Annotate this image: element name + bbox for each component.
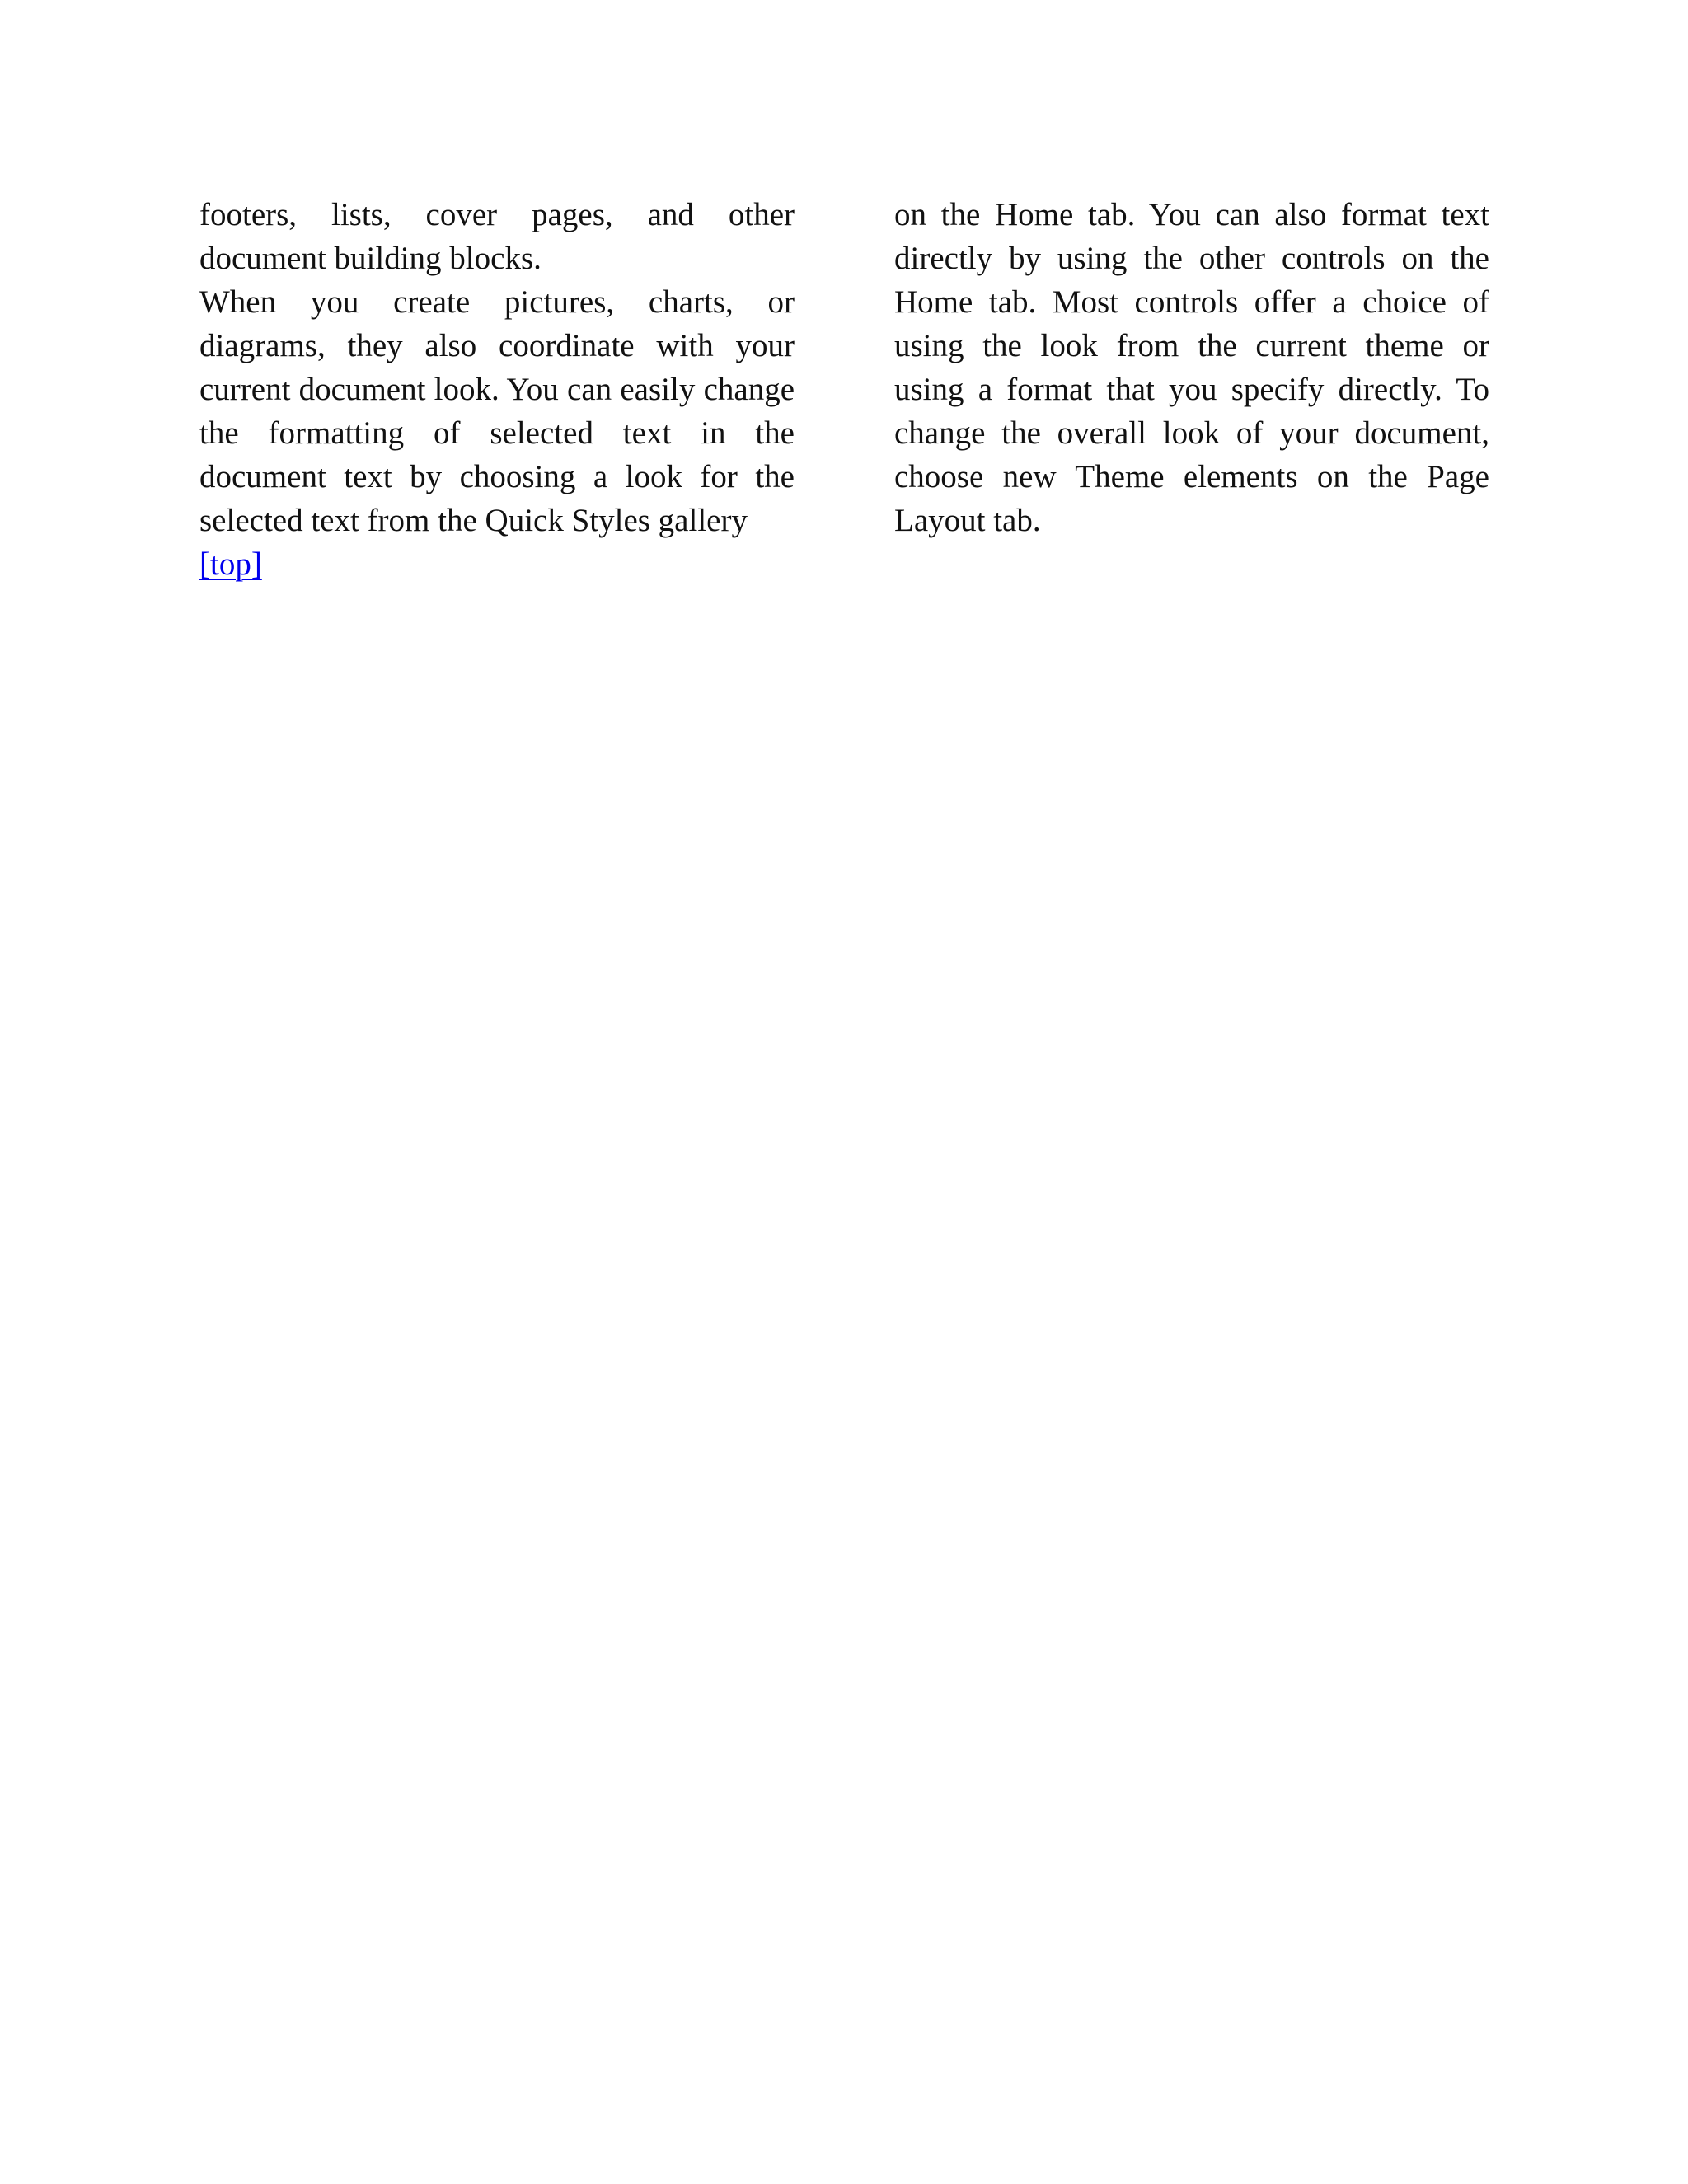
right-column — [894, 193, 1489, 542]
top-link[interactable]: [top] — [199, 546, 262, 582]
left-column — [199, 193, 795, 586]
left-paragraph-2: When you create pictures, charts, or diagrams, they also coordinate with your current document look. You can easily change the formatting of selected text in the document text by choosing a look for the selected text from the Quick Styles gallery — [199, 284, 795, 538]
left-paragraph-1: footers, lists, cover pages, and other document building blocks. — [199, 197, 795, 276]
right-paragraph-1: on the Home tab. You can also format text directly by using the other controls on the Home tab. Most controls offer a choice of using the look from the current theme or using a format that you specify directly. To change the overall look of your document, choose new Theme elements on the Page Layout tab. — [894, 197, 1489, 538]
